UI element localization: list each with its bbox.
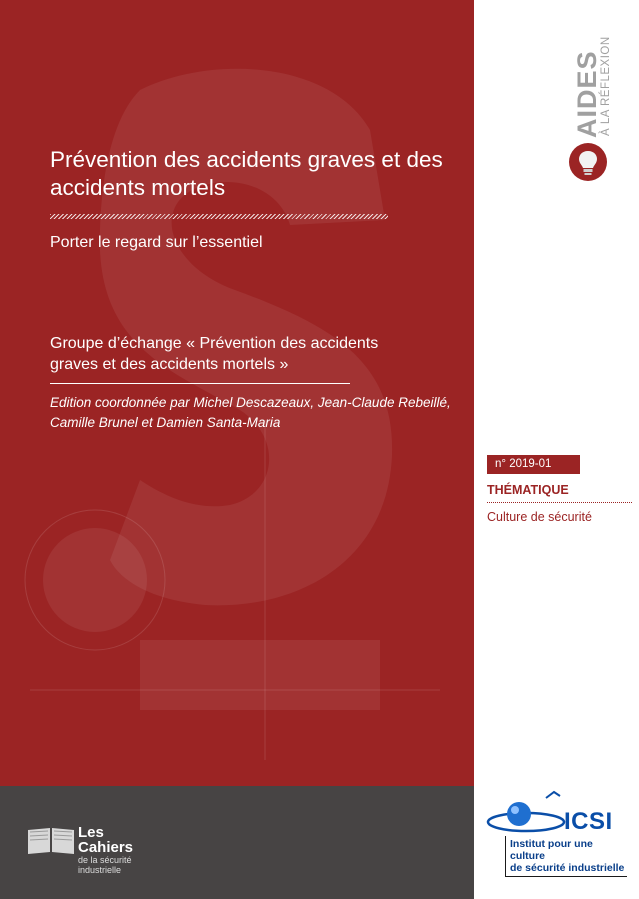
theme-dotted-divider (487, 502, 632, 503)
icsi-globe-icon (486, 790, 566, 840)
working-group-title: Groupe d’échange « Prévention des accidents graves et des accidents mortels » (50, 335, 379, 373)
series-name: AIDES (572, 50, 602, 138)
subtitle: Porter le regard sur l’essentiel (50, 234, 263, 251)
publisher-line-1: Les (78, 824, 104, 841)
open-book-icon (26, 826, 76, 856)
publisher-line-3: de la sécurité (78, 855, 132, 865)
icsi-name-line-2: de sécurité industrielle (510, 862, 625, 874)
series-subtitle: À LA RÉFLEXION (600, 36, 612, 136)
icsi-name-line-1: Institut pour une culture (510, 838, 593, 862)
icsi-full-name (505, 836, 627, 877)
theme-label: THÉMATIQUE (487, 483, 569, 497)
title-hatched-rule (50, 214, 388, 219)
icsi-acronym: ICSI (564, 808, 613, 835)
main-title: Prévention des accidents graves et des accidents mortels (50, 147, 443, 200)
editors-credit: Edition coordonnée par Michel Descazeaux, Jean-Claude Rebeillé, Camille Brunel et Damien Santa-Maria (50, 395, 451, 430)
publisher-logo-text (78, 825, 133, 875)
lightbulb-icon (568, 142, 608, 182)
publisher-line-2: Cahiers (78, 839, 134, 856)
group-divider (50, 383, 350, 384)
theme-value: Culture de sécurité (487, 510, 592, 524)
publisher-line-4: industrielle (78, 865, 122, 875)
issue-number-badge: n° 2019-01 (487, 455, 580, 474)
